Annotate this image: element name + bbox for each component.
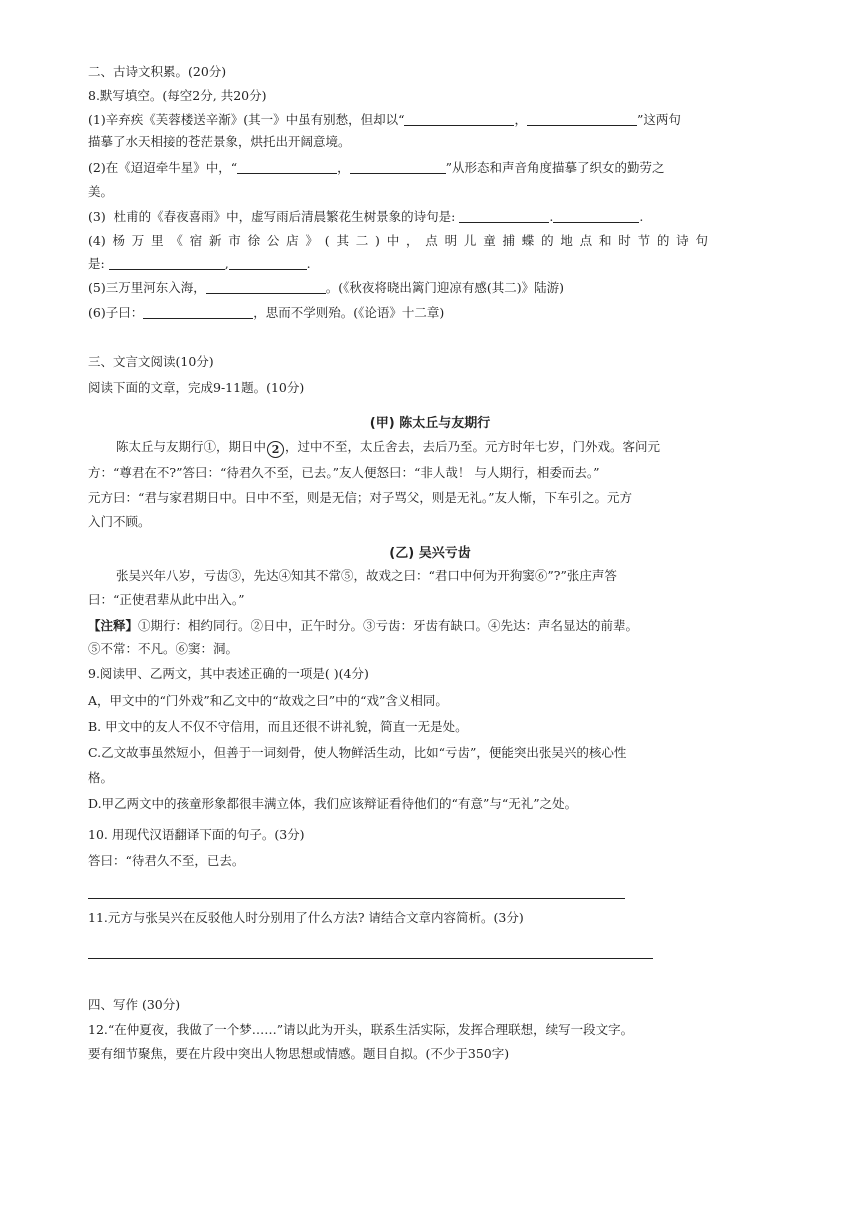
section-heading: 三、文言文阅读(10分) xyxy=(88,354,214,369)
item-char: (4) xyxy=(88,233,106,248)
question-8-item-3 xyxy=(88,208,643,226)
item-char: 二 xyxy=(355,233,369,248)
answer-blank[interactable] xyxy=(109,256,225,270)
option-c[interactable]: C.乙文故事虽然短小，但善于一词刻骨，使人物鲜活生动，比如“亏齿”，便能突出张吴兴的核心性 xyxy=(88,745,627,760)
item-char: ( xyxy=(324,233,330,248)
item-char: 的 xyxy=(541,233,554,248)
item-char: ， xyxy=(406,233,419,248)
item-char: 蝶 xyxy=(521,233,535,248)
item-char: 儿 xyxy=(463,233,477,248)
item-text: , xyxy=(224,256,229,271)
passage-b-line: 张吴兴年八岁，亏齿③，先达④知其不常⑤，故戏之曰：“君口中何为开狗窦⑥”?”张庄声答 xyxy=(116,568,617,583)
annotation-line: ⑤不常：不凡。⑥窦：洞。 xyxy=(88,641,239,656)
annotation-text: ①期行：相约同行。②日中，正午时分。③亏齿：牙齿有缺口。④先达：声名显达的前辈。 xyxy=(138,618,639,633)
item-char: 地 xyxy=(560,233,573,248)
item-char: 公 xyxy=(266,233,280,248)
answer-blank[interactable] xyxy=(553,209,639,223)
answer-blank[interactable] xyxy=(527,112,637,126)
passage-text: ，过中不至，太丘舍去，去后乃至。元方时年七岁，门外戏。客问元 xyxy=(285,439,661,454)
answer-line[interactable] xyxy=(88,958,653,959)
passage-a-line: 方：“尊君在不?”答曰：“待君久不至，已去。”友人便怒曰：“非人哉！ 与人期行，相委而去。” xyxy=(88,465,600,480)
item-char: 明 xyxy=(444,233,458,248)
option-b[interactable]: B. 甲文中的友人不仅不守信用，而且还很不讲礼貌，简直一无是处。 xyxy=(88,719,468,734)
item-char: 点 xyxy=(425,233,438,248)
passage-a-line: 入门不顾。 xyxy=(88,514,151,529)
item-char: 时 xyxy=(618,233,631,248)
item-text: (5)三万里河东入海， xyxy=(88,280,206,295)
item-char: 店 xyxy=(286,233,299,248)
item-text: (6)子曰： xyxy=(88,305,144,320)
item-char: 的 xyxy=(656,233,670,248)
question-11: 11.元方与张吴兴在反驳他人时分别用了什么方法? 请结合文章内容简析。(3分) xyxy=(88,910,524,925)
question-8-item-2-cont: 美。 xyxy=(88,184,114,199)
item-char: 句 xyxy=(695,233,708,248)
item-char: 童 xyxy=(483,233,496,248)
answer-blank[interactable] xyxy=(229,256,307,270)
passage-text: 陈太丘与友期行①，期日中 xyxy=(116,439,267,454)
item-char: 宿 xyxy=(189,233,203,248)
answer-blank[interactable] xyxy=(206,280,326,294)
question-8-item-4 xyxy=(88,232,708,250)
passage-b-title: (乙) 吴兴亏齿 xyxy=(389,546,471,561)
question-10: 10. 用现代汉语翻译下面的句子。(3分) xyxy=(88,827,305,842)
reading-intro: 阅读下面的文章，完成9-11题。(10分) xyxy=(88,380,305,395)
item-char: 其 xyxy=(336,233,349,248)
question-8-item-5 xyxy=(88,279,564,297)
item-text: 。(《秋夜将晓出篱门迎凉有感(其二)》陆游) xyxy=(325,280,564,295)
answer-blank[interactable] xyxy=(404,112,514,126)
item-char: 中 xyxy=(386,233,400,248)
answer-blank[interactable] xyxy=(350,160,446,174)
question-9: 9.阅读甲、乙两文，其中表述正确的一项是( )(4分) xyxy=(88,666,369,681)
item-text: ，思而不学则殆。(《论语》十二章) xyxy=(253,305,445,320)
item-text: . xyxy=(549,209,554,224)
question-8-title: 8.默写填空。(每空2分, 共20分) xyxy=(88,88,267,103)
question-8-item-1-cont: 描摹了水天相接的苍茫景象，烘托出开阔意境。 xyxy=(88,134,351,149)
item-text: 是: xyxy=(88,256,109,271)
item-char: 《 xyxy=(170,233,183,248)
section-heading: 二、古诗文积累。(20分) xyxy=(88,64,227,79)
item-char: 杨 xyxy=(112,233,126,248)
passage-a-line xyxy=(116,438,660,458)
item-char: 和 xyxy=(598,233,612,248)
option-d[interactable]: D.甲乙两文中的孩童形象都很丰满立体，我们应该辩证看待他们的“有意”与“无礼”之处。 xyxy=(88,796,578,811)
question-8-item-1 xyxy=(88,111,681,129)
item-char: ) xyxy=(375,233,380,248)
item-text: ”从形态和声音角度描摹了织女的勤劳之 xyxy=(445,160,665,175)
item-char: 市 xyxy=(228,233,241,248)
item-text: (3) 杜甫的《春夜喜雨》中，虚写雨后清晨繁花生树景象的诗句是: xyxy=(88,209,460,224)
passage-a-title: (甲) 陈太丘与友期行 xyxy=(369,416,491,431)
question-12: 12.“在仲夏夜，我做了一个梦……”请以此为开头，联系生活实际，发挥合理联想，续写一段文字。 xyxy=(88,1022,634,1037)
answer-blank[interactable] xyxy=(237,160,337,174)
passage-b-line: 曰：“正使君辈从此中出入。” xyxy=(88,592,245,607)
item-char: 捕 xyxy=(502,233,515,248)
item-text: (2)在《迢迢牵牛星》中，“ xyxy=(88,160,238,175)
option-c-cont: 格。 xyxy=(88,770,114,785)
item-char: 》 xyxy=(305,233,318,248)
annotation-line xyxy=(88,617,638,635)
item-char: 新 xyxy=(208,233,222,248)
annotation-label: 【注释】 xyxy=(88,618,139,633)
question-8-item-6 xyxy=(88,304,444,322)
answer-blank[interactable] xyxy=(459,209,549,223)
question-8-item-2 xyxy=(88,159,665,177)
item-text: (1)辛弃疾《芙蓉楼送辛渐》(其一》中虽有别愁，但却以“ xyxy=(88,112,405,127)
item-text: ， xyxy=(337,160,350,175)
item-text: ”这两句 xyxy=(637,112,681,127)
item-char: 节 xyxy=(637,233,651,248)
item-text: . xyxy=(639,209,644,224)
passage-a-line: 元方曰：“君与家君期日中。日中不至，则是无信；对子骂父，则是无礼。”友人惭，下车引之。元方 xyxy=(88,490,633,505)
question-12-cont: 要有细节聚焦，要在片段中突出人物思想或情感。题目自拟。(不少于350字) xyxy=(88,1046,510,1061)
option-a[interactable]: A，甲文中的“门外戏”和乙文中的“故戏之曰”中的“戏”含义相同。 xyxy=(88,693,448,708)
footnote-marker: 2 xyxy=(267,441,284,458)
question-8-item-4-cont xyxy=(88,255,311,273)
item-text: . xyxy=(306,256,311,271)
question-10-sentence: 答曰：“待君久不至，已去。 xyxy=(88,853,245,868)
item-char: 里 xyxy=(151,233,164,248)
item-char: 点 xyxy=(579,233,593,248)
item-char: 徐 xyxy=(247,233,261,248)
item-char: 诗 xyxy=(676,233,689,248)
item-char: 万 xyxy=(131,233,145,248)
section-heading: 四、写作 (30分) xyxy=(88,997,181,1012)
item-text: ， xyxy=(514,112,527,127)
answer-blank[interactable] xyxy=(143,305,253,319)
answer-line[interactable] xyxy=(88,898,625,899)
